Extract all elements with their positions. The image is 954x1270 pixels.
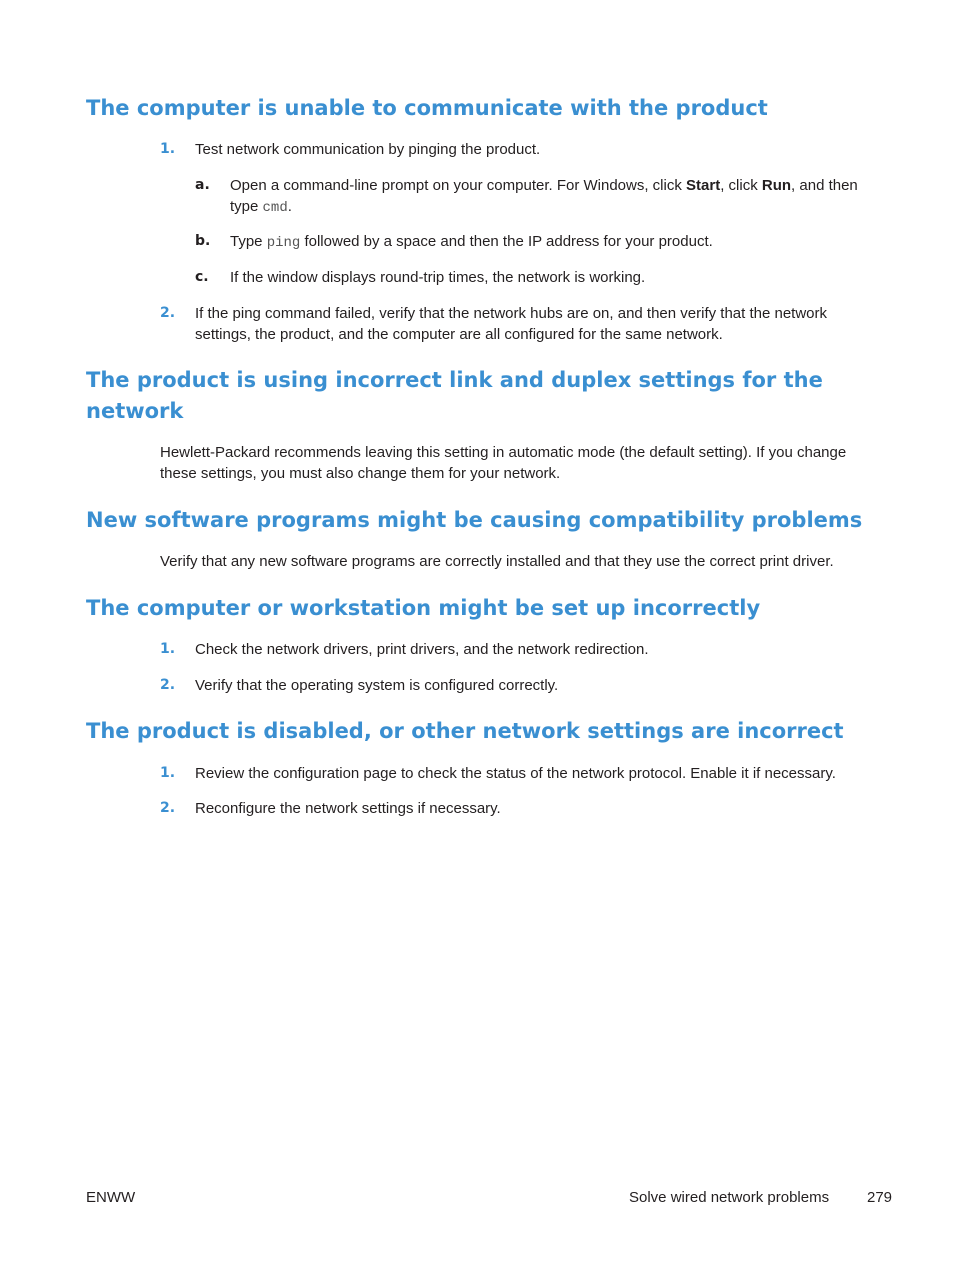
section-heading: The computer is unable to communicate with the product	[86, 96, 768, 120]
footer-left-label: ENWW	[86, 1189, 136, 1206]
step-number: 1.	[160, 141, 176, 157]
step-text: If the ping command failed, verify that the network hubs are on, and then verify that the network settings, the product, and the computer are all configured for the same network.	[195, 305, 828, 343]
code-text: cmd	[262, 200, 288, 216]
step-number: 1.	[160, 641, 176, 657]
page-number: 279	[867, 1189, 893, 1206]
step-number: 2.	[160, 305, 176, 321]
body-paragraph: Verify that any new software programs are correctly installed and that they use the correct print driver.	[160, 553, 834, 570]
substep-text: Type ping followed by a space and then the IP address for your product.	[230, 233, 713, 251]
section-heading: The computer or workstation might be set up incorrectly	[86, 596, 761, 620]
step-number: 2.	[160, 800, 176, 816]
section-heading: New software programs might be causing compatibility problems	[86, 508, 863, 532]
step-text: Reconfigure the network settings if necessary.	[195, 800, 501, 817]
step-text: Check the network drivers, print drivers, and the network redirection.	[195, 641, 649, 658]
body-paragraph: Hewlett-Packard recommends leaving this setting in automatic mode (the default setting). If you change these settings, you must also change them for your network.	[160, 444, 847, 482]
step-text: Review the configuration page to check the status of the network protocol. Enable it if necessary.	[195, 765, 836, 782]
section-heading: The product is disabled, or other network settings are incorrect	[86, 719, 844, 743]
step-text: Verify that the operating system is configured correctly.	[195, 677, 559, 694]
section-heading: The product is using incorrect link and duplex settings for the network	[86, 368, 823, 423]
step-text: Test network communication by pinging the product.	[195, 141, 541, 158]
substep-letter: a.	[195, 177, 210, 193]
step-number: 1.	[160, 765, 176, 781]
code-text: ping	[266, 235, 301, 251]
step-number: 2.	[160, 677, 176, 693]
substep-text: Open a command-line prompt on your computer. For Windows, click Start, click Run, and then type cmd.	[230, 177, 858, 216]
substep-text: If the window displays round-trip times, the network is working.	[230, 269, 646, 286]
substep-letter: c.	[195, 269, 209, 285]
footer-section-title: Solve wired network problems	[629, 1189, 830, 1206]
substep-letter: b.	[195, 233, 211, 249]
